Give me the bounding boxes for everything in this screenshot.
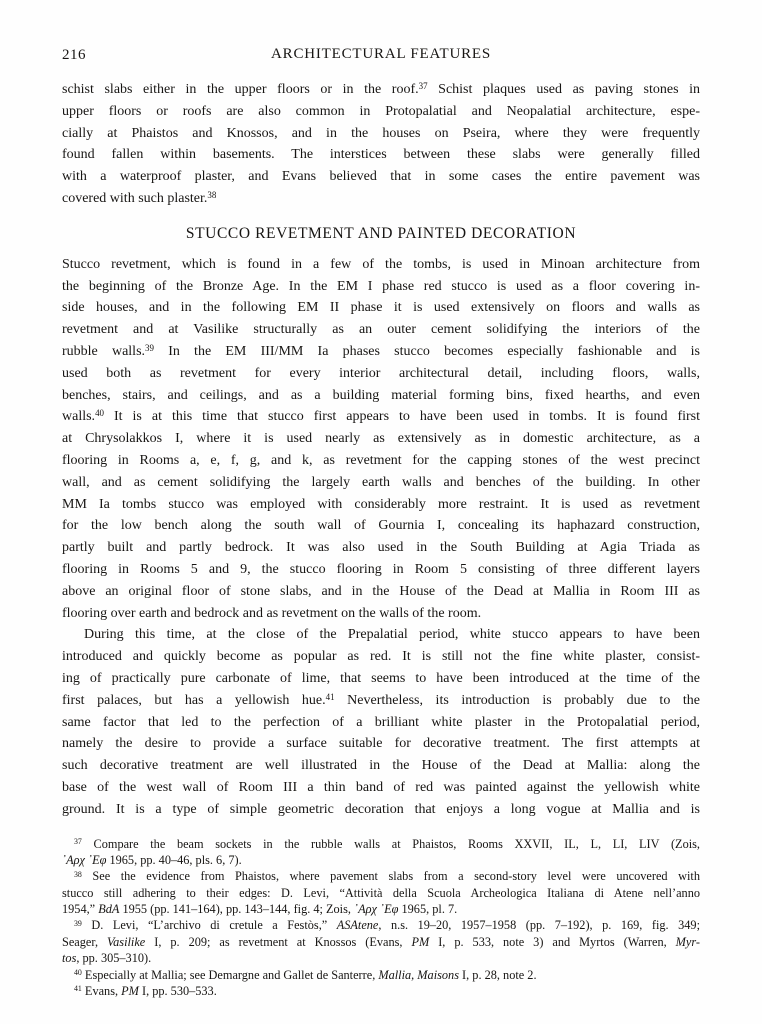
text-line: with a waterproof plaster, and Evans believed that in some cases the entire pavement was bbox=[62, 169, 700, 185]
text-line: flooring in Rooms 5 and 9, the stucco flooring in Room 5 consisting of three different layers bbox=[62, 561, 700, 577]
footnote-41 bbox=[62, 983, 700, 999]
text-line: cially at Phaistos and Knossos, and in the houses on Pseira, where they were frequently bbox=[62, 125, 700, 141]
text-line: covered with such plaster.$^{38}$ bbox=[62, 189, 217, 206]
text-line: $^{39}$ D. Levi, “L’archivo di cretule a Festòs,” ASAtene, n.s. 19–20, 1957–1958 (pp. 7–192), p. 169, fig. 349; bbox=[74, 918, 700, 933]
text-line: $^{40}$ Especially at Mallia; see Demargne and Gallet de Santerre, Mallia, Maisons I, p. 28, note 2. bbox=[74, 967, 537, 982]
text-line: used both as revetment for every interior architectural detail, including floors, walls, bbox=[62, 365, 700, 381]
text-line: schist slabs either in the upper floors or in the roof.$^{37}$ Schist plaques used as paving stones in bbox=[62, 80, 700, 97]
section-heading: STUCCO REVETMENT AND PAINTED DECORATION bbox=[185, 224, 577, 242]
paragraph-stucco-revetment bbox=[62, 254, 700, 625]
text-line: at Chrysolakkos I, where it is used nearly as extensively as in domestic architecture, as a bbox=[62, 431, 700, 447]
text-line: ing of practically pure carbonate of lime, that seems to have been introduced at the time of the bbox=[62, 670, 700, 686]
footnote-reference: 40 bbox=[95, 408, 105, 419]
footnote-37 bbox=[62, 836, 700, 869]
text-line: MM Ia tombs stucco was employed with considerably more restraint. It is used as revetment bbox=[62, 496, 700, 512]
footnote-reference: 38 bbox=[207, 189, 217, 200]
text-line: $^{38}$ See the evidence from Phaistos, where pavement slabs from a second-story level were uncovered with bbox=[74, 869, 700, 884]
text-line: the beginning of the Bronze Age. In the EM I phase red stucco is used as a floor covering in- bbox=[62, 278, 700, 294]
text-line: During this time, at the close of the Prepalatial period, white stucco appears to have been bbox=[84, 627, 700, 643]
text-line: found fallen within basements. The interstices between these slabs were generally filled bbox=[62, 147, 700, 163]
text-line: namely the desire to provide a surface suitable for decorative treatment. The first attempts at bbox=[62, 736, 700, 752]
footnote-reference: 39 bbox=[145, 342, 154, 353]
text-line: base of the west wall of Room III a thin band of red was painted against the yellowish white bbox=[62, 779, 700, 795]
paragraph-during-this-time bbox=[62, 624, 700, 820]
footnote-reference: 37 bbox=[74, 836, 82, 846]
page-number: 216 bbox=[62, 47, 86, 63]
text-line: ᾿Αρχ ᾿Εφ 1965, pp. 40–46, pls. 6, 7). bbox=[62, 852, 242, 867]
text-block bbox=[62, 46, 700, 999]
footnote-reference: 38 bbox=[74, 869, 82, 879]
running-head: ARCHITECTURAL FEATURES bbox=[271, 46, 491, 62]
footnote-38 bbox=[62, 868, 700, 917]
footnote-39 bbox=[62, 917, 700, 966]
text-line: partly built and partly bedrock. It was also used in the South Building at Agia Triada as bbox=[62, 540, 700, 556]
footnote-40 bbox=[62, 967, 700, 983]
footnote-reference: 40 bbox=[74, 968, 82, 978]
text-line: flooring in Rooms a, e, f, g, and k, as revetment for the capping stones of the west precinct bbox=[62, 452, 700, 468]
text-line: flooring over earth and bedrock and as revetment on the walls of the room. bbox=[62, 605, 482, 621]
footnote-reference: 41 bbox=[325, 691, 335, 702]
text-line: rubble walls.$^{39}$ In the EM III/MM Ia phases stucco becomes especially fashionable and is bbox=[62, 342, 700, 359]
text-line: such decorative treatment are well illustrated in the House of the Dead at Mallia: along the bbox=[62, 758, 700, 774]
text-line: walls.$^{40}$ It is at this time that stucco first appears to have been used in tombs. It is found first bbox=[62, 408, 700, 425]
text-line: same factor that led to the perfection of a brilliant white plaster in the Protopalatial period, bbox=[62, 714, 700, 730]
page-header bbox=[62, 46, 700, 66]
text-line: first palaces, but has a yellowish hue.$^{41}$ Nevertheless, its introduction is probably due to the bbox=[62, 691, 700, 708]
text-line: benches, stairs, and ceilings, and as a building material forming bins, fixed hearths, and even bbox=[62, 387, 700, 403]
text-line: stucco still adhering to their edges: D. Levi, “Attività della Scuola Archeologica Italiana di Atene nell’anno bbox=[62, 885, 700, 900]
text-line: 1954,” BdA 1955 (pp. 141–164), pp. 143–144, fig. 4; Zois, ᾿Αρχ ᾿Εφ 1965, pl. 7. bbox=[62, 902, 458, 917]
text-line: side houses, and in the following EM II phase it is used extensively on floors and walls as bbox=[62, 300, 700, 316]
text-line: Stucco revetment, which is found in a few of the tombs, is used in Minoan architecture from bbox=[62, 256, 700, 272]
text-line: introduced and quickly become as popular as red. It is still not the fine white plaster, consist- bbox=[62, 649, 700, 665]
text-line: Seager, Vasilike I, p. 209; as revetment at Knossos (Evans, PM I, p. 533, note 3) and Myrtos (Warren, Myr- bbox=[62, 934, 700, 949]
footnote-reference: 41 bbox=[74, 984, 82, 994]
text-line: $^{37}$ Compare the beam sockets in the rubble walls at Phaistos, Rooms XXVII, IL, L, LI, LIV (Zois, bbox=[74, 836, 700, 851]
text-line: upper floors or roofs are also common in Protopalatial and Neopalatial architecture, espe- bbox=[62, 103, 700, 119]
text-line: tos, pp. 305–310). bbox=[62, 951, 152, 966]
footnote-reference: 37 bbox=[418, 80, 428, 91]
paragraph-schist-slabs bbox=[62, 79, 700, 210]
text-line: ground. It is a type of simple geometric decoration that enjoys a long vogue at Mallia and is bbox=[62, 801, 700, 817]
footnotes-section bbox=[62, 836, 700, 1000]
text-line: wall, and as cement solidifying the largely earth walls and benches of the building. In other bbox=[62, 474, 700, 490]
footnote-reference: 39 bbox=[74, 918, 82, 928]
text-line: above an original floor of stone slabs, and in the House of the Dead at Mallia in Room III as bbox=[62, 583, 700, 599]
text-line: revetment and at Vasilike structurally as an outer cement solidifying the interiors of the bbox=[62, 322, 700, 338]
text-line: for the low bench along the south wall of Gournia I, concealing its haphazard construction, bbox=[62, 518, 700, 534]
text-line: $^{41}$ Evans, PM I, pp. 530–533. bbox=[74, 984, 217, 999]
